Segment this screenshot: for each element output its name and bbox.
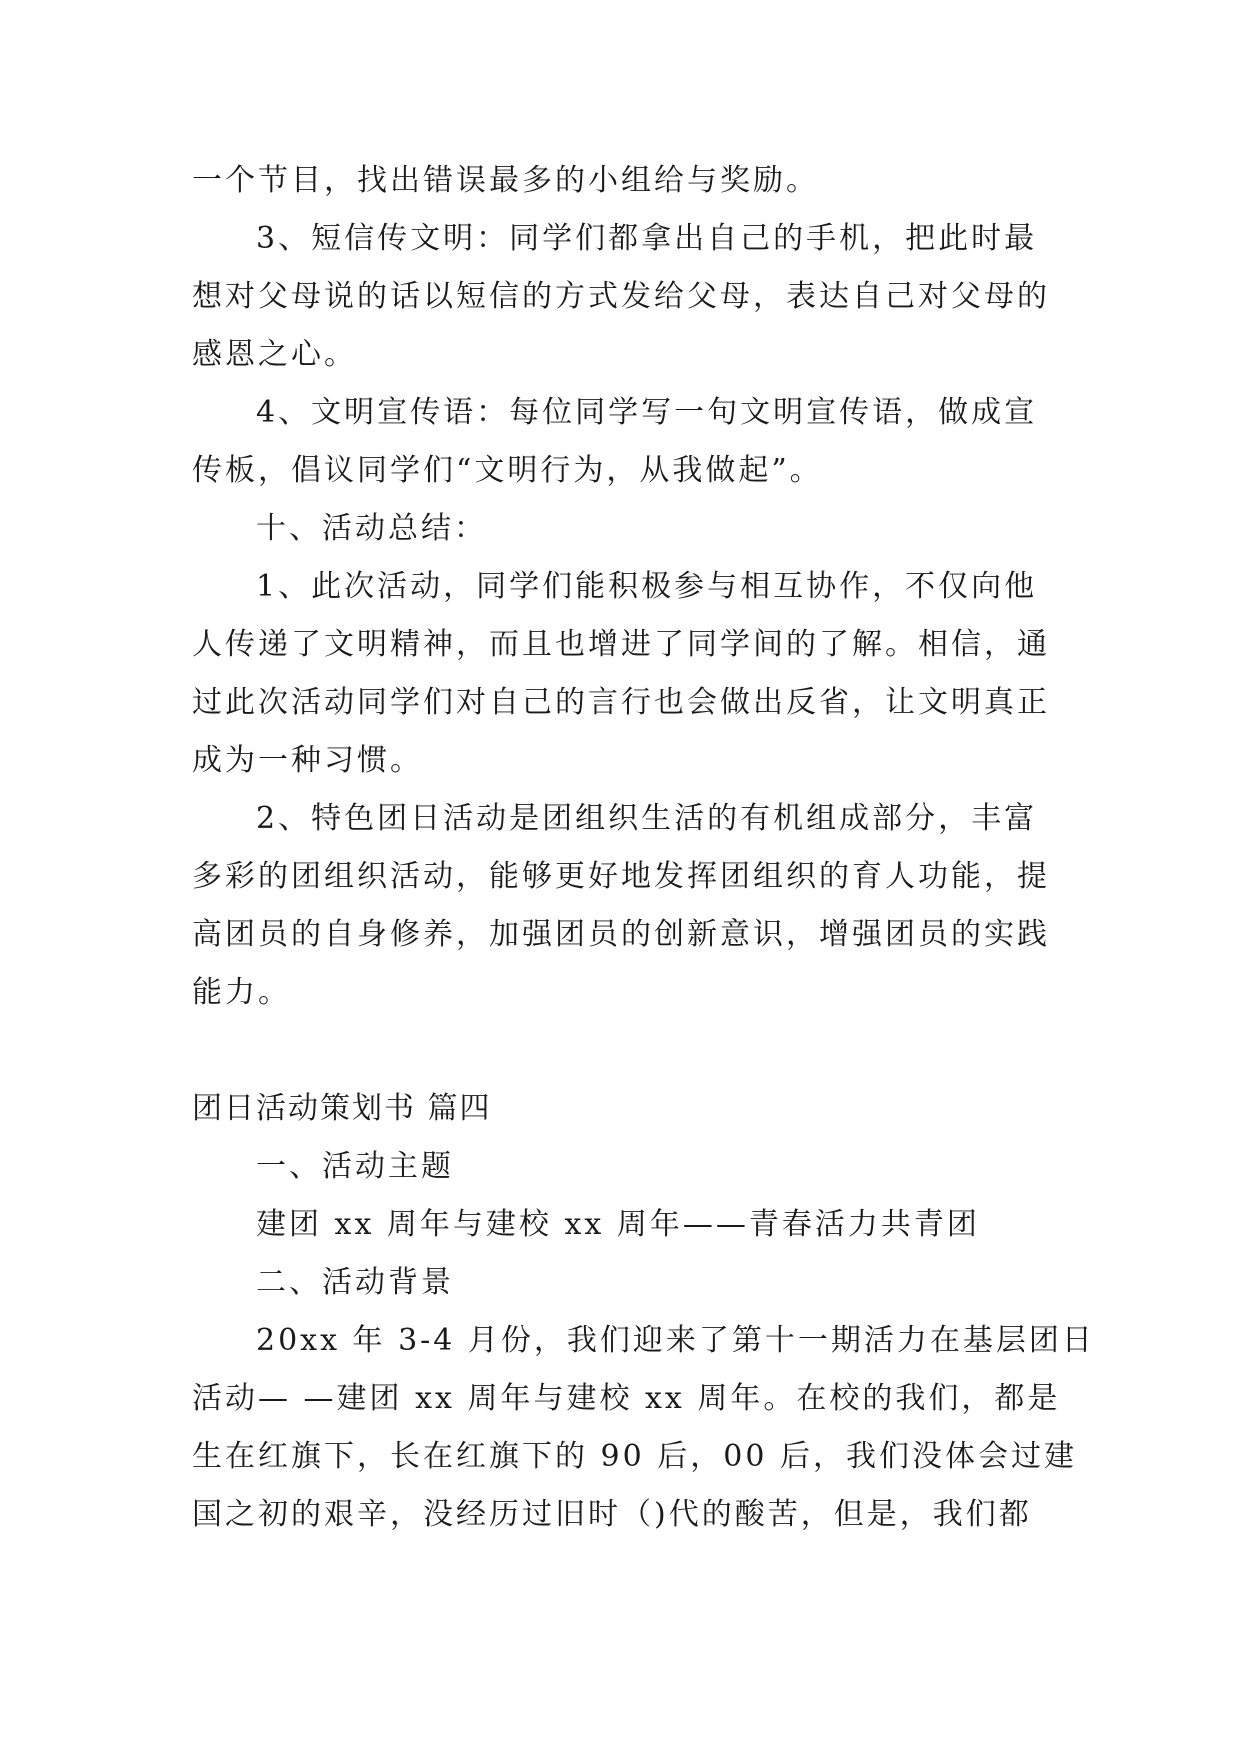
paragraph-line: 建团 xx 周年与建校 xx 周年——青春活力共青团 xyxy=(256,1207,980,1242)
paragraph-line: 1、此次活动，同学们能积极参与相互协作，不仅向他 xyxy=(256,569,1038,604)
paragraph-line: 2、特色团日活动是团组织生活的有机组成部分，丰富 xyxy=(256,801,1038,836)
paragraph-line: 人传递了文明精神，而且也增进了同学间的了解。相信，通 xyxy=(192,627,1050,662)
paragraph-line: 20xx 年 3-4 月份，我们迎来了第十一期活力在基层团日 xyxy=(256,1323,1095,1358)
paragraph-line: 活动— —建团 xx 周年与建校 xx 周年。在校的我们，都是 xyxy=(192,1381,1061,1416)
paragraph-line: 能力。 xyxy=(192,975,291,1010)
paragraph-line: 生在红旗下，长在红旗下的 90 后，00 后，我们没体会过建 xyxy=(192,1439,1077,1474)
paragraph-line: 成为一种习惯。 xyxy=(192,743,423,778)
section-spacer xyxy=(192,1022,1054,1080)
paragraph-line: 高团员的自身修养，加强团员的创新意识，增强团员的实践 xyxy=(192,917,1050,952)
section-heading: 一、活动主题 xyxy=(256,1149,454,1184)
paragraph-line: 感恩之心。 xyxy=(192,337,357,372)
paragraph-line: 传板，倡议同学们“文明行为，从我做起”。 xyxy=(192,453,823,488)
section-heading: 二、活动背景 xyxy=(256,1265,454,1300)
paragraph-line: 4、文明宣传语：每位同学写一句文明宣传语，做成宣 xyxy=(256,395,1038,430)
paragraph-line: 多彩的团组织活动，能够更好地发挥团组织的育人功能，提 xyxy=(192,859,1050,894)
paragraph-line: 国之初的艰辛，没经历过旧时（)代的酸苦，但是，我们都 xyxy=(192,1497,1032,1532)
paragraph-line: 想对父母说的话以短信的方式发给父母，表达自己对父母的 xyxy=(192,279,1050,314)
section-title: 团日活动策划书 篇四 xyxy=(192,1091,492,1126)
document-body xyxy=(192,152,1095,1544)
paragraph-line: 过此次活动同学们对自己的言行也会做出反省，让文明真正 xyxy=(192,685,1050,720)
section-heading: 十、活动总结： xyxy=(256,511,487,546)
paragraph-line: 3、短信传文明：同学们都拿出自己的手机，把此时最 xyxy=(256,221,1038,256)
paragraph-line: 一个节目，找出错误最多的小组给与奖励。 xyxy=(192,163,819,198)
